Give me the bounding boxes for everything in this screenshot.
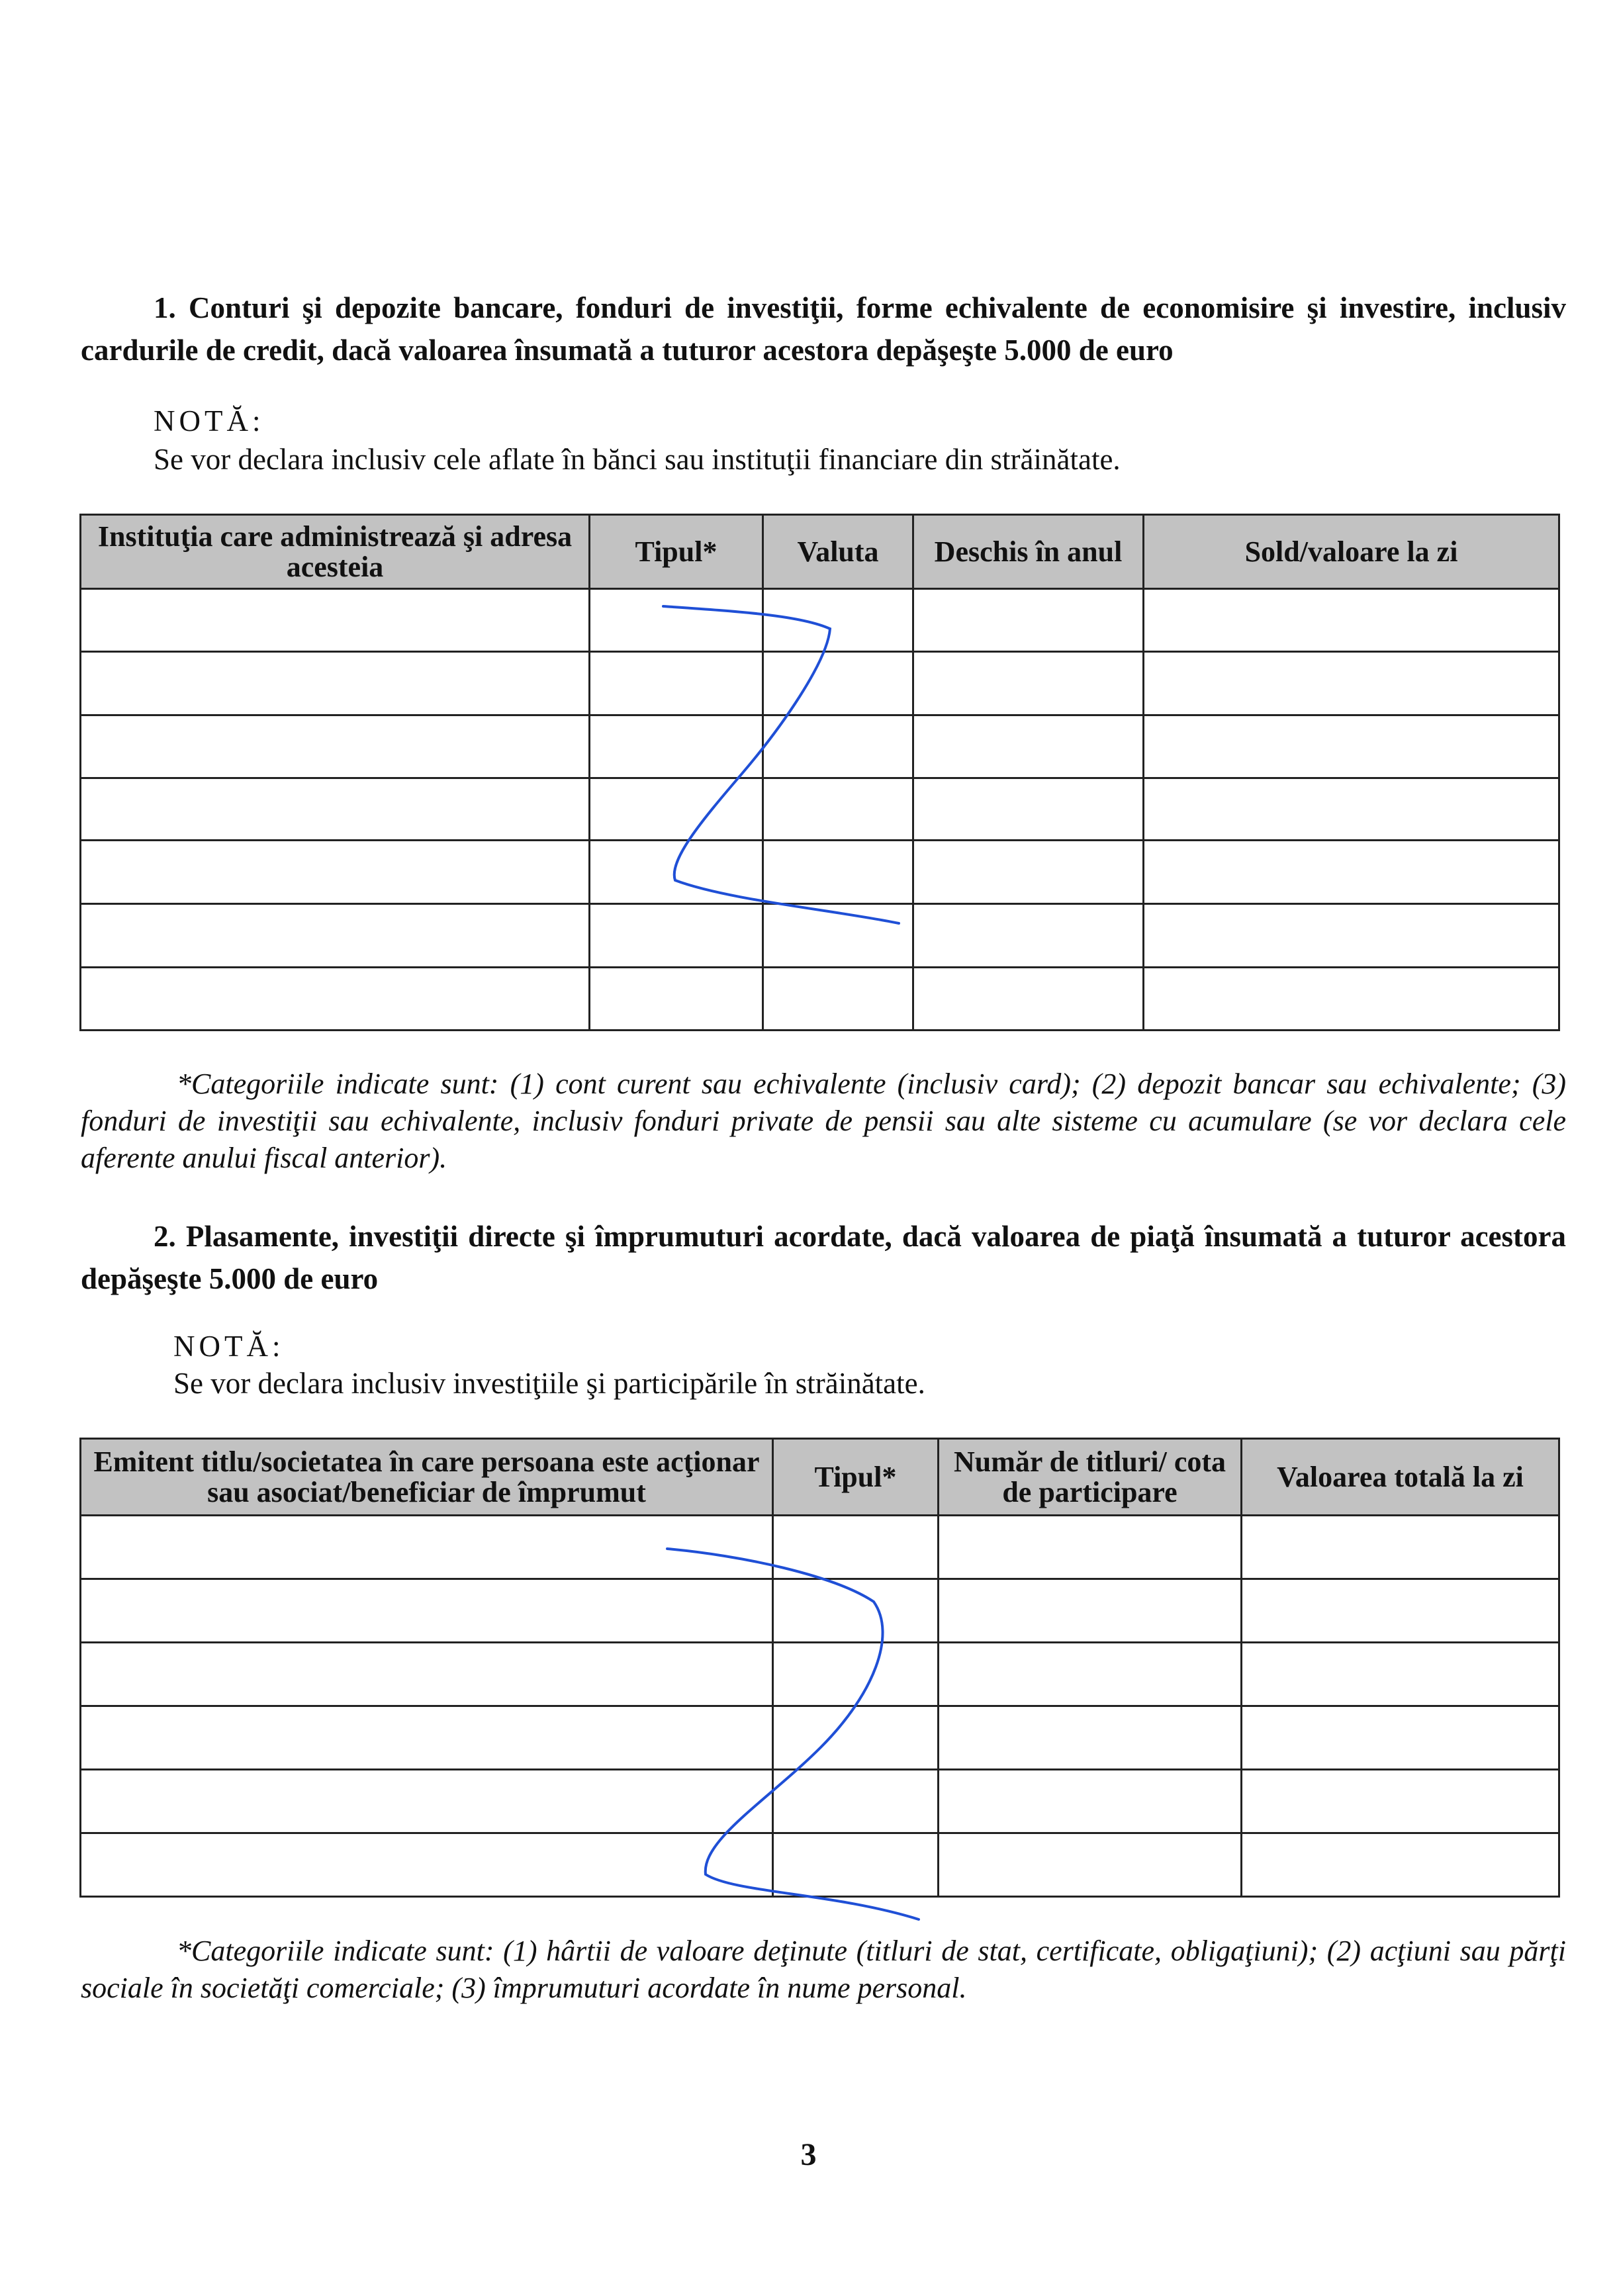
table-cell[interactable] [913,652,1144,715]
section2-table [79,1438,1560,1898]
section2-heading [81,1215,1566,1300]
table-cell[interactable] [939,1516,1242,1579]
table-cell[interactable] [1144,841,1559,904]
table-cell[interactable] [1144,968,1559,1031]
table-row [81,1579,1559,1643]
table-cell[interactable] [1242,1516,1559,1579]
table-cell[interactable] [939,1770,1242,1833]
table-cell[interactable] [590,589,763,652]
table-cell[interactable] [763,652,913,715]
table-row [81,968,1559,1031]
col-total-value: Valoarea totală la zi [1242,1439,1559,1516]
table-cell[interactable] [1242,1643,1559,1706]
section1-table [79,514,1560,1031]
table-cell[interactable] [773,1770,939,1833]
table-cell[interactable] [913,778,1144,841]
table-cell[interactable] [590,968,763,1031]
table-cell[interactable] [913,589,1144,652]
table-row [81,652,1559,715]
table-cell[interactable] [81,1643,773,1706]
table-cell[interactable] [773,1516,939,1579]
col-opened-year: Deschis în anul [913,515,1144,589]
table-cell[interactable] [1242,1579,1559,1643]
table-cell[interactable] [763,589,913,652]
table-row [81,1833,1559,1897]
table-cell[interactable] [913,841,1144,904]
table-cell[interactable] [81,1579,773,1643]
table-cell[interactable] [81,1516,773,1579]
table-cell[interactable] [763,904,913,968]
table-cell[interactable] [590,652,763,715]
table-row [81,589,1559,652]
table-cell[interactable] [763,778,913,841]
table-cell[interactable] [81,589,590,652]
table-cell[interactable] [1144,589,1559,652]
section1-note-label: NOTĂ: [154,404,265,437]
table-cell[interactable] [1242,1706,1559,1770]
table-row [81,778,1559,841]
table-row [81,1643,1559,1706]
table-row [81,1516,1559,1579]
table-cell[interactable] [81,968,590,1031]
col-issuer: Emitent titlu/societatea în care persoana este acţionar sau asociat/beneficiar de împrumut [81,1439,773,1516]
table-row [81,1706,1559,1770]
table-cell[interactable] [763,968,913,1031]
table-cell[interactable] [1242,1770,1559,1833]
section2-table-header-row [81,1439,1559,1516]
table-cell[interactable] [773,1643,939,1706]
section1-title: Conturi şi depozite bancare, fonduri de investiţii, forme echivalente de economisire şi investire, inclusiv cardurile de credit, dacă valoarea însumată a tuturor acestora depăşeşte 5.000 de euro [81,291,1567,367]
table-cell[interactable] [81,1770,773,1833]
col-type: Tipul* [773,1439,939,1516]
table-row [81,1770,1559,1833]
table-cell[interactable] [1144,904,1559,968]
table-cell[interactable] [81,841,590,904]
section2-note-text: Se vor declara inclusiv investiţiile şi participările în străinătate. [173,1367,925,1400]
table-cell[interactable] [939,1643,1242,1706]
section2-footnote: *Categoriile indicate sunt: (1) hârtii de valoare deţinute (titluri de stat, certificate, obligaţiuni); (2) acţiuni sau părţi sociale în societăţi comerciale; (3) împrumuturi acordate în nume personal. [81,1935,1566,2004]
table-cell[interactable] [590,841,763,904]
table-cell[interactable] [773,1579,939,1643]
table-cell[interactable] [1144,715,1559,778]
table-cell[interactable] [1242,1833,1559,1897]
section1-note-text: Se vor declara inclusiv cele aflate în bănci sau instituţii financiare din străinătate. [154,443,1121,476]
col-institution: Instituţia care administrează şi adresa acesteia [81,515,590,589]
table-cell[interactable] [81,1706,773,1770]
col-type: Tipul* [590,515,763,589]
section2-title: Plasamente, investiţii directe şi împrumuturi acordate, dacă valoarea de piaţă însumată a tuturor acestora depăşeşte 5.000 de euro [81,1220,1566,1295]
table-cell[interactable] [1144,652,1559,715]
table-cell[interactable] [590,778,763,841]
table-cell[interactable] [763,841,913,904]
col-currency: Valuta [763,515,913,589]
section2-note-label: NOTĂ: [173,1330,285,1363]
section1-number: 1. [154,291,176,324]
table-cell[interactable] [913,715,1144,778]
col-shares-count: Număr de titluri/ cota de participare [939,1439,1242,1516]
table-cell[interactable] [939,1706,1242,1770]
table-cell[interactable] [913,904,1144,968]
section1-footnote: *Categoriile indicate sunt: (1) cont curent sau echivalente (inclusiv card); (2) depozit bancar sau echivalente; (3) fonduri de investiţii sau echivalente, inclusiv fonduri private de pensii sau alte sisteme cu acumulare (se vor declara cele aferente anului fiscal anterior). [81,1068,1566,1174]
table-cell[interactable] [913,968,1144,1031]
section2-number: 2. [154,1220,176,1253]
table-row [81,904,1559,968]
table-cell[interactable] [590,715,763,778]
col-balance: Sold/valoare la zi [1144,515,1559,589]
table-cell[interactable] [1144,778,1559,841]
table-cell[interactable] [81,904,590,968]
table-cell[interactable] [81,715,590,778]
table-cell[interactable] [590,904,763,968]
page-number: 3 [800,2137,817,2172]
table-cell[interactable] [81,1833,773,1897]
table-cell[interactable] [939,1579,1242,1643]
table-row [81,841,1559,904]
table-cell[interactable] [773,1833,939,1897]
table-cell[interactable] [81,778,590,841]
section1-heading [81,287,1566,371]
table-cell[interactable] [939,1833,1242,1897]
table-cell[interactable] [763,715,913,778]
section1-table-header-row [81,515,1559,589]
table-cell[interactable] [81,652,590,715]
table-cell[interactable] [773,1706,939,1770]
table-row [81,715,1559,778]
